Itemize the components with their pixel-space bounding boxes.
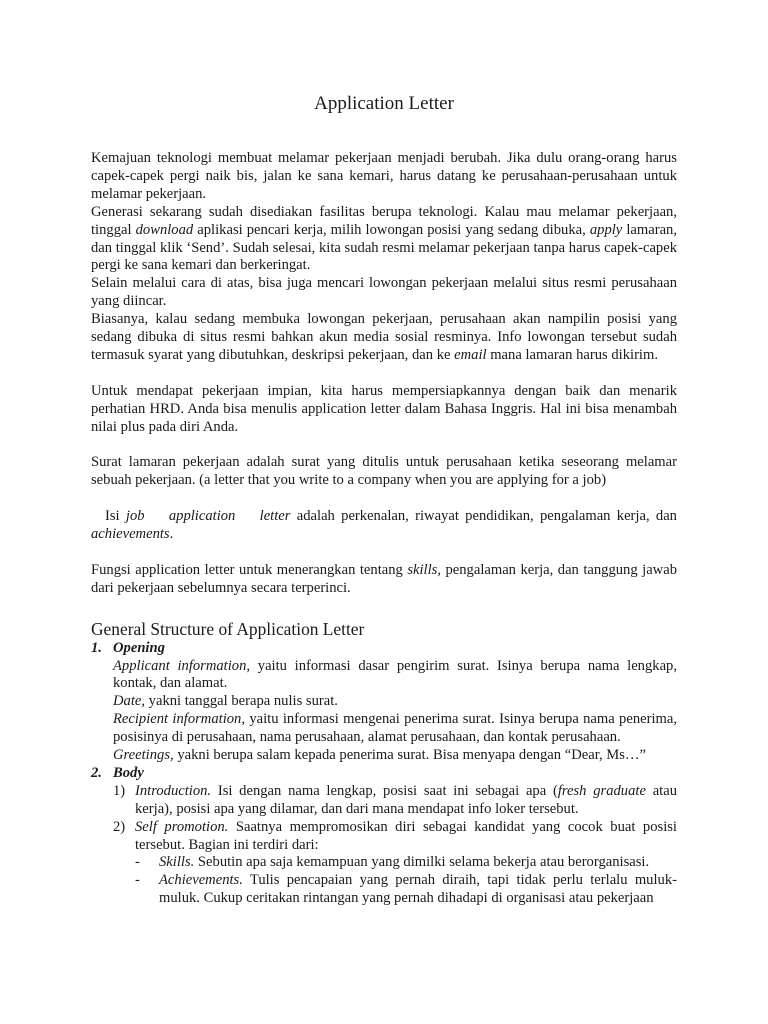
- list-item-body: [91, 765, 677, 783]
- text: .: [169, 525, 174, 542]
- list-label: Body: [113, 764, 144, 781]
- text: Sebutin apa saja kemampuan yang dimilki selama bekerja atau berorganisasi.: [194, 854, 650, 871]
- term: Self promotion.: [135, 818, 229, 835]
- text: yaitu informasi dasar pengirim surat. Isinya berupa nama lengkap, kontak, dan alamat.: [113, 657, 677, 692]
- list-marker: 1.: [91, 639, 102, 656]
- paragraph-4: [91, 311, 677, 365]
- term-download: download: [135, 221, 194, 238]
- term: Recipient information,: [113, 711, 245, 728]
- term-apply: apply: [589, 221, 623, 238]
- opening-greetings: [91, 747, 677, 765]
- term: Date,: [113, 693, 146, 710]
- list-marker: -: [135, 854, 140, 871]
- term-skills: skills,: [407, 561, 441, 578]
- body-skills: [91, 854, 677, 872]
- text: yakni tanggal berapa nulis surat.: [145, 693, 338, 710]
- list-marker: 1): [113, 782, 126, 799]
- list-label: Opening: [113, 639, 165, 656]
- term-email: email: [454, 346, 487, 363]
- term-achievements: achievements: [91, 525, 170, 542]
- term: Skills.: [159, 854, 195, 871]
- document-body: [91, 150, 677, 908]
- term-fresh-graduate: fresh graduate: [557, 782, 646, 799]
- term-job-application-letter: job application letter: [125, 508, 291, 525]
- text: adalah perkenalan, riwayat pendidikan, pengalaman kerja, dan: [290, 508, 677, 525]
- list-marker: 2): [113, 818, 126, 835]
- opening-recipient: [91, 711, 677, 747]
- paragraph-6: Surat lamaran pekerjaan adalah surat yang ditulis untuk perusahaan ketika seseorang melamar sebuah pekerjaan. (a letter that you write to a company when you are applying for a job): [91, 454, 677, 489]
- paragraph-7: [91, 508, 677, 544]
- opening-applicant: [91, 658, 677, 694]
- text: Fungsi application letter untuk menerangkan tentang: [91, 561, 408, 578]
- text: mana lamaran harus dikirim.: [486, 346, 658, 363]
- section-heading: General Structure of Application Letter: [91, 618, 365, 639]
- text: Isi dengan nama lengkap, posisi saat ini sebagai apa (: [211, 782, 558, 799]
- text: Tulis pencapaian yang pernah diraih, tapi tidak perlu terlalu muluk-muluk. Cukup ceritakan rintangan yang pernah dihadapi di organisasi atau pekerjaan: [159, 872, 677, 907]
- paragraph-1: Kemajuan teknologi membuat melamar pekerjaan menjadi berubah. Jika dulu orang-orang harus capek-capek pergi naik bis, jalan ke sana kemari, harus datang ke perusahaan-perusahaan untuk melamar pekerjaan.: [91, 150, 677, 202]
- list-item-opening: [91, 640, 677, 658]
- text: aplikasi pencari kerja, milih lowongan posisi yang sedang dibuka,: [193, 221, 590, 238]
- paragraph-3: Selain melalui cara di atas, bisa juga mencari lowongan pekerjaan melalui situs resmi perusahaan yang diincar.: [91, 275, 677, 310]
- list-marker: -: [135, 872, 140, 889]
- list-marker: 2.: [91, 764, 102, 781]
- paragraph-5: Untuk mendapat pekerjaan impian, kita harus mempersiapkannya dengan baik dan menarik perhatian HRD. Anda bisa menulis application letter dalam Bahasa Inggris. Hal ini bisa menambah nilai plus pada diri Anda.: [91, 382, 677, 435]
- text: atau kerja), posisi apa yang dilamar, dan dari mana mendapat info loker tersebut.: [135, 782, 677, 817]
- term: Applicant information,: [113, 657, 251, 674]
- paragraph-8: [91, 562, 677, 598]
- text: lamaran, dan tinggal klik ‘Send’. Sudah selesai, kita sudah resmi melamar pekerjaan tanpa harus capek-capek pergi ke sana kemari dan berkeringat.: [91, 221, 678, 274]
- term: Greetings,: [113, 747, 174, 764]
- text: yaitu informasi mengenai penerima surat. Isinya berupa nama penerima, posisinya di perusahaan, nama perusahaan, alamat perusahaan, dan kontak perusahaan.: [113, 711, 677, 746]
- text: yakni berupa salam kepada penerima surat. Bisa menyapa dengan “Dear, Ms…”: [173, 747, 646, 764]
- text: pengalaman kerja, dan tanggung jawab dari pekerjaan sebelumnya secara terperinci.: [91, 561, 677, 596]
- body-introduction: [91, 783, 677, 819]
- text: Isi: [105, 508, 126, 525]
- opening-date: [91, 693, 677, 711]
- text: Biasanya, kalau sedang membuka lowongan pekerjaan, perusahaan akan nampilin posisi yang sedang dibuka di situs resmi bahkan akun media sosial resminya. Info lowongan tersebut sudah termasuk syarat yang dibutuhkan, deskripsi pekerjaan, dan ke: [91, 311, 677, 363]
- paragraph-2: [91, 204, 677, 276]
- body-achievements: [91, 872, 677, 908]
- text: Generasi sekarang sudah disediakan fasilitas berupa teknologi. Kalau mau melamar pekerjaan, tinggal: [91, 203, 677, 238]
- body-self-promotion: [91, 819, 677, 855]
- term: Introduction.: [135, 782, 212, 799]
- term: Achievements.: [159, 872, 243, 889]
- text: Saatnya mempromosikan diri sebagai kandidat yang cocok buat posisi tersebut. Bagian ini terdiri dari:: [135, 818, 677, 853]
- document-title: Application Letter: [314, 93, 454, 114]
